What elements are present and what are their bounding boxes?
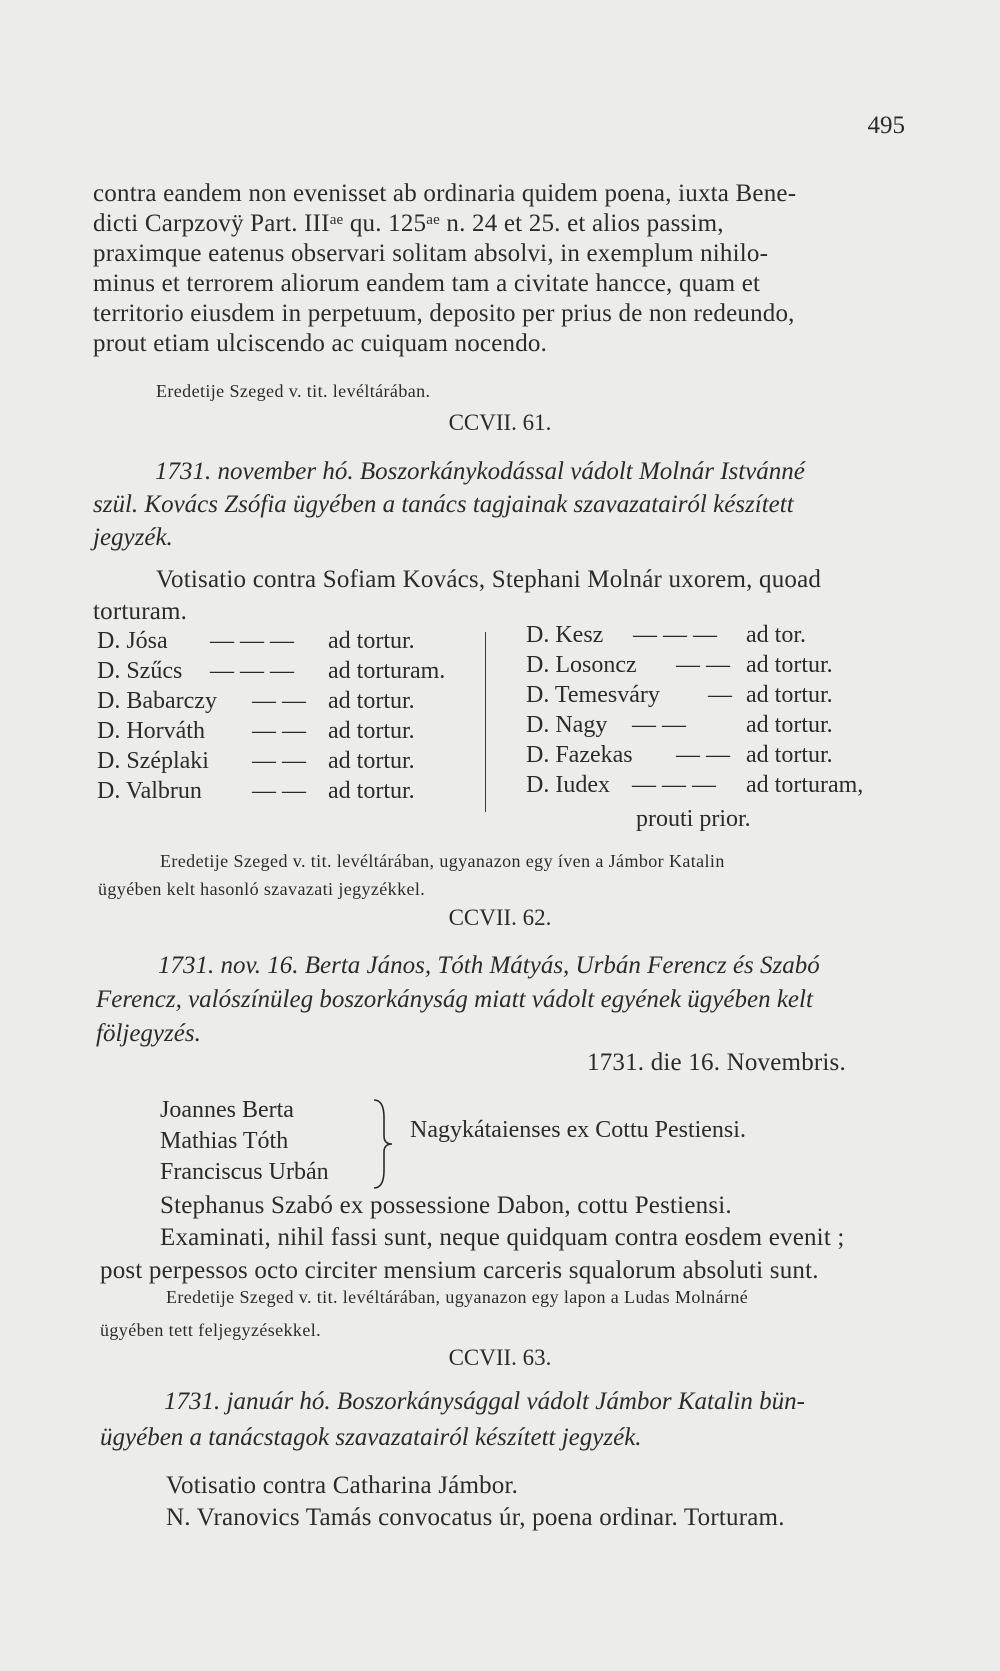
vote-name: D. Nagy	[526, 712, 608, 738]
page-number: 495	[867, 112, 905, 139]
document-title: 1731. január hó. Boszorkánysággal vádolt Jámbor Katalin bün-	[164, 1388, 805, 1415]
vote-name: D. Fazekas	[526, 742, 633, 768]
vote-name: D. Valbrun	[97, 778, 202, 804]
source-note: ügyében tett feljegyzésekkel.	[100, 1320, 322, 1340]
vote-value: ad tortur.	[328, 748, 415, 774]
vote-dash: — — —	[210, 628, 294, 654]
vote-name: D. Losoncz	[526, 652, 637, 678]
vote-value: ad tortur.	[746, 682, 833, 708]
text-line: praximque eatenus observari solitam absolvi, in exemplum nihilo-	[93, 240, 769, 267]
text-line: torturam.	[93, 598, 188, 625]
date-line: 1731. die 16. Novembris.	[587, 1049, 846, 1076]
vote-value: ad tortur.	[746, 652, 833, 678]
brace-icon	[370, 1098, 394, 1190]
person-name: Franciscus Urbán	[160, 1159, 329, 1185]
vote-value: ad tortur.	[328, 628, 415, 654]
text-line: contra eandem non evenisset ab ordinaria quidem poena, iuxta Bene-	[93, 180, 797, 207]
section-heading: CCVII. 63.	[448, 1345, 552, 1370]
vote-dash: —	[708, 682, 732, 708]
vote-name: D. Jósa	[97, 628, 168, 654]
vote-name: D. Iudex	[526, 772, 610, 798]
vote-value: ad torturam,	[746, 772, 864, 798]
person-name: Mathias Tóth	[160, 1128, 289, 1154]
text-line: Votisatio contra Sofiam Kovács, Stephani Molnár uxorem, quoad	[156, 566, 822, 593]
vote-value: ad tortur.	[746, 742, 833, 768]
vote-value: ad torturam.	[328, 658, 446, 684]
prouti-note: prouti prior.	[636, 806, 751, 832]
vote-dash: — —	[632, 712, 686, 738]
source-note: ügyében kelt hasonló szavazati jegyzékkel.	[98, 879, 426, 899]
vote-dash: — —	[252, 718, 306, 744]
vote-dash: — —	[252, 748, 306, 774]
section-heading: CCVII. 61.	[448, 410, 552, 435]
vote-name: D. Babarczy	[97, 688, 217, 714]
text-line: prout etiam ulciscendo ac cuiquam nocendo.	[93, 330, 548, 357]
vote-dash: — — —	[632, 772, 716, 798]
document-title: ügyében a tanácstagok szavazatairól készített jegyzék.	[100, 1424, 642, 1451]
vote-name: D. Kesz	[526, 622, 604, 648]
vote-dash: — —	[676, 742, 730, 768]
person-name: Joannes Berta	[160, 1097, 294, 1123]
column-divider	[485, 632, 486, 812]
text-line: territorio eiusdem in perpetuum, deposito per prius de non redeundo,	[93, 300, 795, 327]
document-title: 1731. november hó. Boszorkánykodással vádolt Molnár Istvánné	[155, 458, 805, 485]
section-heading: CCVII. 62.	[448, 905, 552, 930]
document-title: jegyzék.	[93, 524, 173, 551]
vote-name: D. Temesváry	[526, 682, 660, 708]
vote-name: D. Szűcs	[97, 658, 183, 684]
vote-value: ad tortur.	[328, 688, 415, 714]
vote-dash: — —	[676, 652, 730, 678]
document-title: 1731. nov. 16. Berta János, Tóth Mátyás, Urbán Ferencz és Szabó	[158, 952, 820, 979]
vote-name: D. Széplaki	[97, 748, 209, 774]
names-origin: Nagykátaienses ex Cottu Pestiensi.	[410, 1117, 746, 1143]
vote-value: ad tortur.	[328, 778, 415, 804]
vote-dash: — —	[252, 778, 306, 804]
text-line: N. Vranovics Tamás convocatus úr, poena ordinar. Torturam.	[166, 1504, 785, 1531]
vote-dash: — — —	[633, 622, 717, 648]
vote-value: ad tortur.	[746, 712, 833, 738]
source-note: Eredetije Szeged v. tit. levéltárában, ugyanazon egy íven a Jámbor Katalin	[160, 851, 725, 871]
source-note: Eredetije Szeged v. tit. levéltárában.	[156, 381, 431, 401]
vote-dash: — — —	[210, 658, 294, 684]
vote-value: ad tortur.	[328, 718, 415, 744]
vote-value: ad tor.	[746, 622, 806, 648]
document-title: Ferencz, valószínüleg boszorkányság miatt vádolt egyének ügyében kelt	[96, 986, 813, 1013]
vote-name: D. Horváth	[97, 718, 205, 744]
text-line: Examinati, nihil fassi sunt, neque quidquam contra eosdem evenit ;	[160, 1224, 845, 1251]
text-line: minus et terrorem aliorum eandem tam a civitate hancce, quam et	[93, 270, 761, 297]
text-line: Votisatio contra Catharina Jámbor.	[166, 1472, 519, 1499]
vote-dash: — —	[252, 688, 306, 714]
document-title: szül. Kovács Zsófia ügyében a tanács tagjainak szavazatairól készített	[93, 491, 794, 518]
text-line: post perpessos octo circiter mensium carceris squalorum absoluti sunt.	[100, 1257, 819, 1284]
text-line: Stephanus Szabó ex possessione Dabon, cottu Pestiensi.	[160, 1192, 732, 1219]
document-title: följegyzés.	[96, 1020, 201, 1047]
text-line: dicti Carpzovÿ Part. $III^{ae}$ qu. $125^{ae}$ n. 24 et 25. et alios passim,	[93, 210, 724, 237]
source-note: Eredetije Szeged v. tit. levéltárában, ugyanazon egy lapon a Ludas Molnárné	[166, 1287, 749, 1307]
